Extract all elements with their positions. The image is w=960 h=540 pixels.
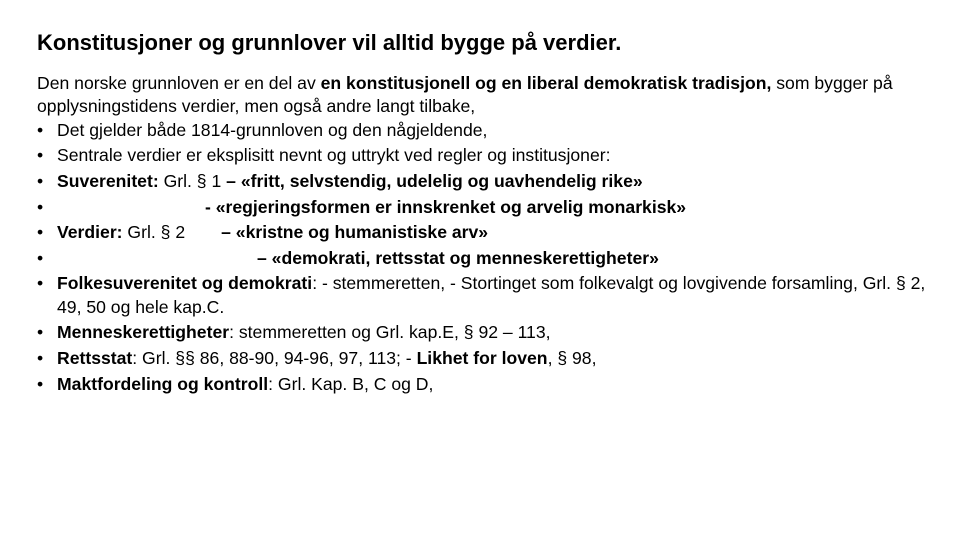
bullet-text: : Grl. §§ 86, 88-90, 94-96, 97, 113; - — [132, 347, 417, 368]
bullet-bold-text: Maktfordeling og kontroll — [57, 373, 269, 394]
list-item — [37, 247, 937, 270]
bullet-text: : - stemmeretten, - Stortinget som folkevalgt og lovgivende forsamling, Grl. § 2, 49, 50 og hele kap.C. — [57, 273, 926, 317]
bullet-bold-text: Menneskerettigheter — [57, 322, 230, 343]
list-item — [37, 321, 937, 344]
slide-title: Konstitusjoner og grunnlover vil alltid bygge på verdier. — [37, 30, 622, 55]
bullet-icon: • — [37, 222, 44, 243]
bullet-icon: • — [37, 247, 44, 268]
bullet-bold-text: – «demokrati, rettsstat og menneskerettigheter» — [257, 247, 659, 268]
bullet-text: : Grl. Kap. B, C og D, — [268, 373, 434, 394]
bullet-bold-text: – «kristne og humanistiske arv» — [221, 222, 489, 243]
bullet-icon: • — [37, 273, 44, 294]
bullet-text: : stemmeretten og Grl. kap.E, § 92 – 113, — [229, 322, 551, 343]
list-item — [37, 373, 937, 396]
list-item — [37, 170, 937, 193]
intro-text-end: som bygger på opplysningstidens verdier, men også andre langt tilbake, — [37, 73, 893, 117]
bullet-icon: • — [37, 322, 44, 343]
bullet-bold-text: Likhet for loven — [416, 347, 548, 368]
bullet-bold-text: Verdier: — [57, 222, 123, 243]
bullet-icon: • — [37, 347, 44, 368]
list-item — [37, 272, 937, 319]
list-item — [37, 119, 937, 142]
bullet-icon: • — [37, 119, 44, 140]
list-item — [37, 144, 937, 167]
list-item — [37, 196, 937, 219]
bullet-text: Sentrale verdier er eksplisitt nevnt og uttrykt ved regler og institusjoner: — [57, 145, 611, 166]
intro-paragraph — [37, 72, 937, 119]
intro-text: Den norske grunnloven er en del av — [37, 73, 321, 93]
list-item — [37, 347, 937, 370]
slide-body — [37, 72, 937, 398]
bullet-text: , § 98, — [547, 347, 597, 368]
bullet-text: Grl. § 2 — [122, 222, 186, 243]
bullet-icon: • — [37, 373, 44, 394]
bullet-bold-text: Suverenitet: — [57, 171, 159, 191]
bullet-icon: • — [37, 196, 44, 217]
bullet-bold-text: – «fritt, selvstendig, udelelig og uavhendelig rike» — [226, 171, 643, 191]
list-item — [37, 221, 937, 244]
bullet-text: Grl. § 1 — [158, 171, 227, 191]
intro-bold-text: en konstitusjonell og en liberal demokratisk tradisjon, — [320, 73, 772, 93]
bullet-bold-text: Folkesuverenitet og demokrati — [57, 273, 313, 294]
bullet-bold-text: Rettsstat — [57, 347, 133, 368]
bullet-list — [37, 119, 937, 396]
bullet-icon: • — [37, 171, 44, 191]
bullet-text: Det gjelder både 1814-grunnloven og den någjeldende, — [57, 119, 488, 140]
bullet-icon: • — [37, 145, 44, 166]
bullet-bold-text: - «regjeringsformen er innskrenket og arvelig monarkisk» — [205, 196, 687, 217]
